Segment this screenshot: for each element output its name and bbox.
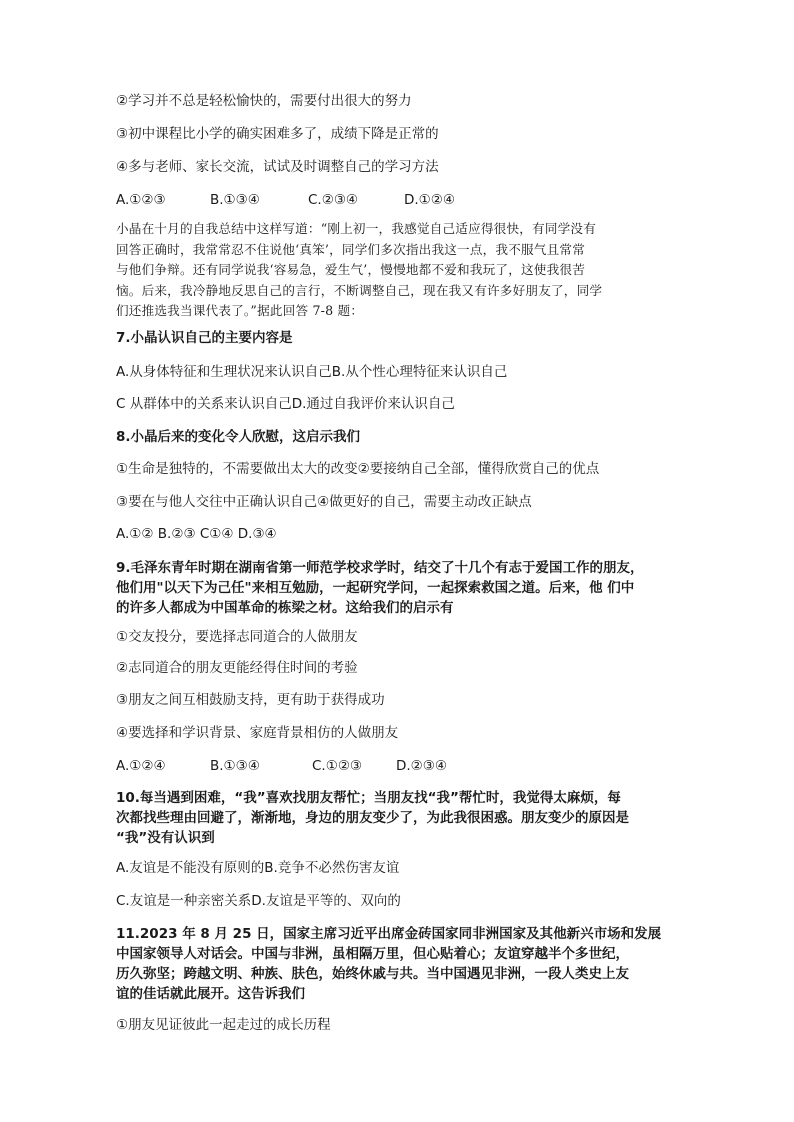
option-a: A.①②④ (116, 758, 166, 774)
question-9-stem-line: 他们用"以天下为己任"来相互勉励，一起研究学问，一起探索救国之道。后来，他 们中 (116, 580, 635, 596)
answer-options-q9 (116, 756, 447, 776)
question-11-stem-line: 11.2023 年 8 月 25 日，国家主席习近平出席金砖国家同非洲国家及其他新兴市场和发展 (116, 926, 662, 942)
question-10-options-cd: C.友谊是一种亲密关系D.友谊是平等的、双向的 (116, 893, 401, 909)
option-c: C.②③④ (308, 192, 359, 208)
answer-options-q6 (116, 190, 455, 210)
question-10-stem-line: “我”没有认识到 (116, 830, 215, 846)
question-9-stem-line: 9.毛泽东青年时期在湖南省第一师范学校求学时，结交了十几个有志于爱国工作的朋友， (116, 560, 644, 576)
question-8-items-12: ①生命是独特的，不需要做出太大的改变②要接纳自己全部，懂得欣赏自己的优点 (116, 461, 600, 477)
question-9-item-2: ②志同道合的朋友更能经得住时间的考验 (116, 660, 358, 676)
option-b: B.①③④ (210, 192, 260, 208)
question-9-item-4: ④要选择和学识背景、家庭背景相仿的人做朋友 (116, 725, 399, 741)
question-10-options-ab: A.友谊是不能没有原则的B.竞争不必然伤害友谊 (116, 860, 400, 876)
passage-line: 们还推选我当课代表了。”据此回答 7-8 题： (116, 303, 364, 318)
question-11-stem-line: 历久弥坚；跨越文明、种族、肤色，始终休戚与共。当中国遇见非洲，一段人类史上友 (116, 966, 629, 982)
statement-item-4: ④多与老师、家长交流，试试及时调整自己的学习方法 (116, 159, 439, 175)
question-7-options-ab: A.从身体特征和生理状况来认识自己B.从个性心理特征来认识自己 (116, 364, 508, 380)
question-7-stem: 7.小晶认识自己的主要内容是 (116, 330, 293, 346)
question-8-items-34: ③要在与他人交往中正确认识自己④做更好的自己，需要主动改正缺点 (116, 494, 532, 510)
question-11-item-1: ①朋友见证彼此一起走过的成长历程 (116, 1017, 331, 1033)
question-8-stem: 8.小晶后来的变化令人欣慰，这启示我们 (116, 429, 361, 445)
passage-line: 回答正确时，我常常忍不住说他‘真笨’，同学们多次指出我这一点，我不服气且常常 (116, 241, 585, 257)
question-9-stem-line: 的许多人都成为中国革命的栋梁之材。这给我们的启示有 (116, 600, 454, 616)
question-11-stem-line: 谊的佳话就此展开。这告诉我们 (116, 986, 305, 1002)
option-c: C.①②③ (312, 758, 363, 774)
passage-line: 与他们争辩。还有同学说我‘容易急，爱生气’，慢慢地都不爱和我玩了，这使我很苦 (116, 262, 585, 277)
question-9-item-1: ①交友投分，要选择志同道合的人做朋友 (116, 629, 358, 645)
option-a: A.①②③ (116, 192, 166, 208)
question-10-stem-line: 10.每当遇到困难，“我”喜欢找朋友帮忙；当朋友找“我”帮忙时，我觉得太麻烦，每 (116, 790, 621, 806)
question-7-options-cd: C 从群体中的关系来认识自己D.通过自我评价来认识自己 (116, 396, 455, 412)
option-d: D.①②④ (404, 192, 455, 208)
passage-line: 恼。后来，我冷静地反思自己的言行，不断调整自己，现在我又有许多好朋友了，同学 (116, 282, 603, 298)
question-9-item-3: ③朋友之间互相鼓励支持，更有助于获得成功 (116, 692, 385, 708)
question-10-stem-line: 次都找些理由回避了，渐渐地，身边的朋友变少了，为此我很困惑。朋友变少的原因是 (116, 810, 629, 826)
passage-line: 小晶在十月的自我总结中这样写道：“刚上初一，我感觉自己适应得很快，有同学没有 (116, 221, 597, 236)
question-11-stem-line: 中国家领导人对话会。中国与非洲，虽相隔万里，但心贴着心；友谊穿越半个多世纪， (116, 946, 629, 962)
statement-item-3: ③初中课程比小学的确实困难多了，成绩下降是正常的 (116, 126, 439, 142)
statement-item-2: ②学习并不总是轻松愉快的，需要付出很大的努力 (116, 93, 412, 109)
question-8-options: A.①② B.②③ C①④ D.③④ (116, 526, 277, 542)
option-d: D.②③④ (396, 758, 447, 774)
reading-passage (116, 219, 676, 322)
option-b: B.①③④ (210, 758, 260, 774)
